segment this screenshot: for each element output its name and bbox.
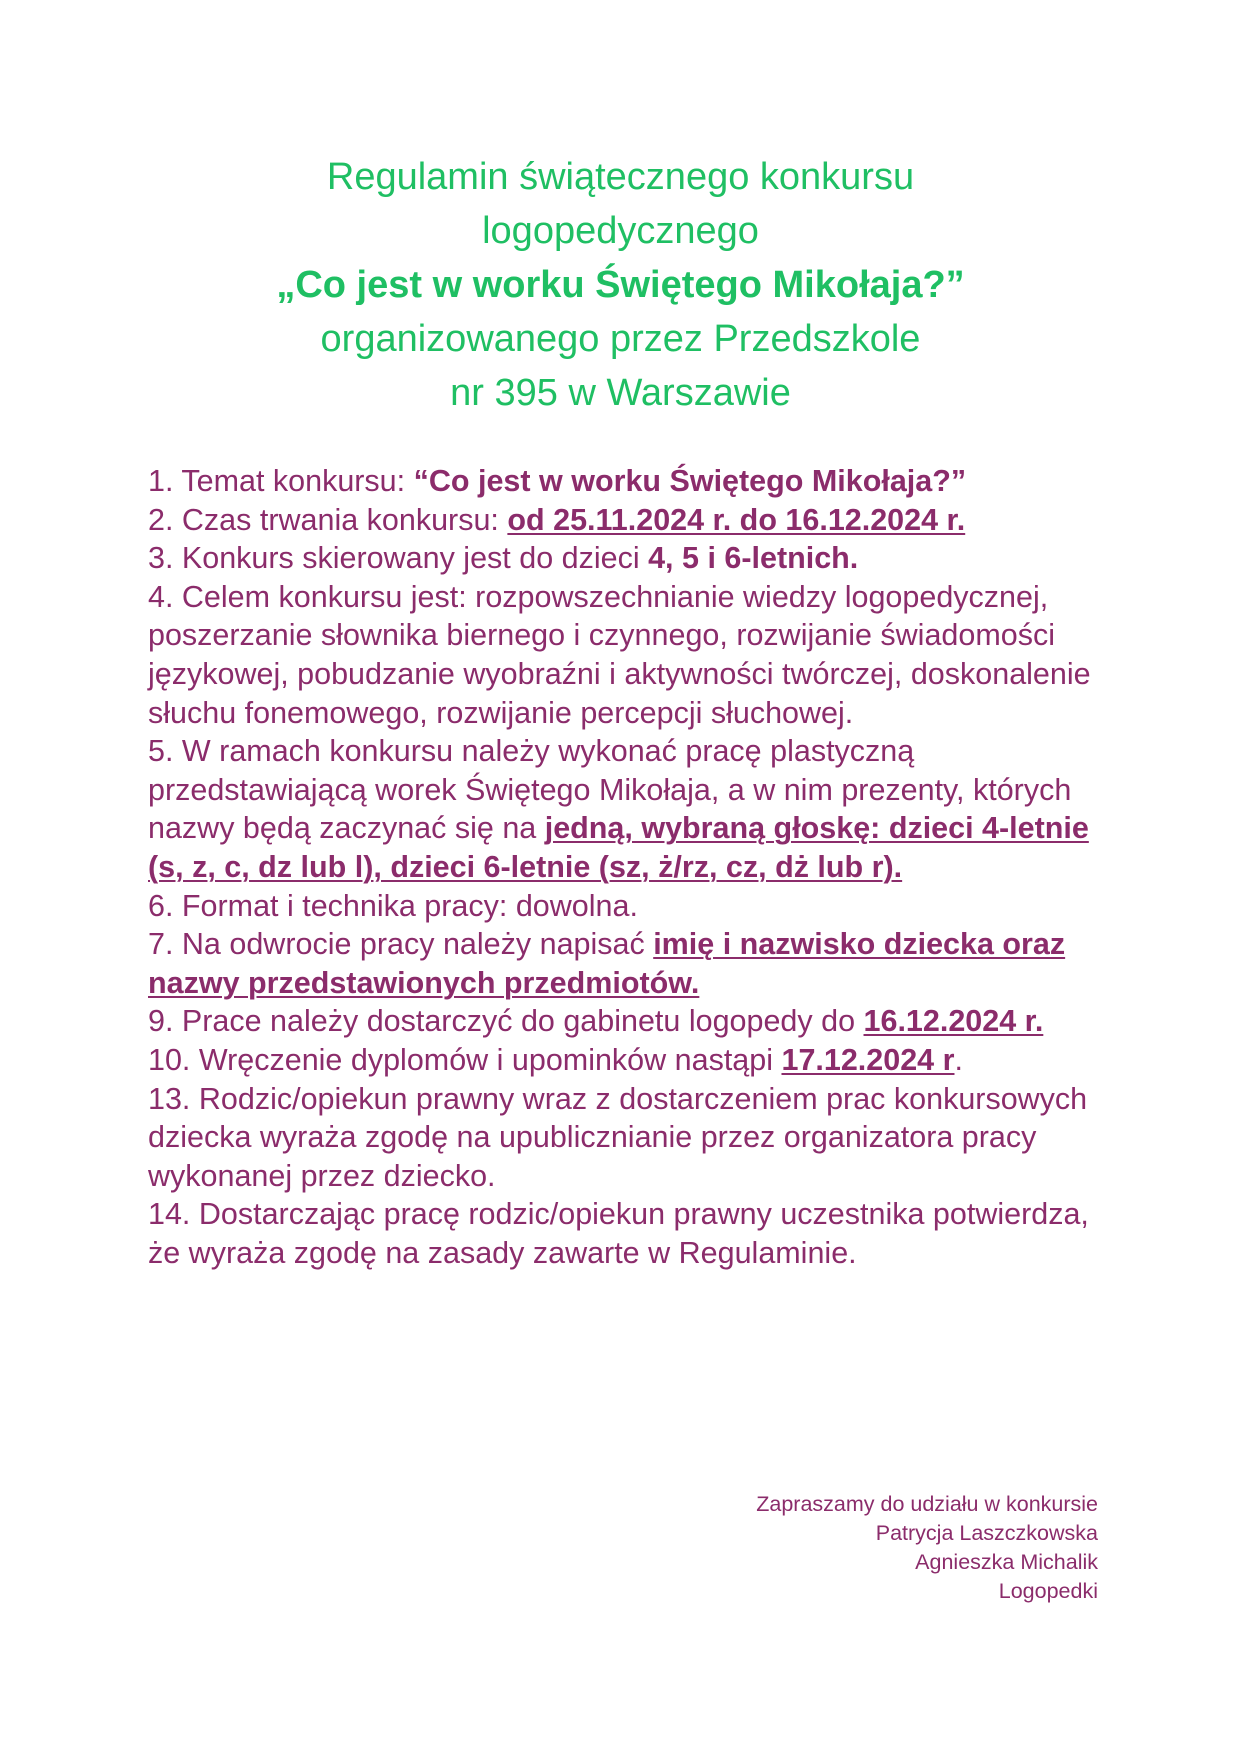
rule-5-underlined: jedną, wybraną głoskę: dzieci 4-letnie (s, z, c, dz lub l), dzieci 6-letnie (sz, ż/rz, cz, dż lub r).: [148, 811, 1089, 884]
rule-14: [148, 1195, 1108, 1272]
rule-10-tail: .: [954, 1042, 963, 1077]
rule-9-underlined: 16.12.2024 r.: [863, 1004, 1044, 1039]
document-title: [120, 150, 1121, 420]
rule-1: [148, 462, 1108, 501]
rule-7-text: 7. Na odwrocie pracy należy napisać: [148, 927, 654, 962]
rule-9: [148, 1002, 1108, 1041]
signature-invite: Zapraszamy do udziału w konkursie: [756, 1492, 1098, 1516]
rule-4: [148, 578, 1108, 732]
rule-10-underlined: 17.12.2024 r: [781, 1042, 955, 1077]
rule-10: [148, 1041, 1108, 1080]
contest-name: „Co jest w worku Świętego Mikołaja?”: [276, 264, 965, 306]
rule-7-underlined: imię i nazwisko dziecka oraz nazwy przedstawionych przedmiotów.: [148, 927, 1066, 1000]
rule-10-text: 10. Wręczenie dyplomów i upominków nastąpi: [148, 1042, 782, 1077]
rule-3-bold: 4, 5 i 6-letnich.: [648, 541, 859, 576]
rule-9-text: 9. Prace należy dostarczyć do gabinetu logopedy do: [148, 1004, 864, 1039]
title-line-2: logopedycznego: [482, 210, 759, 252]
rule-1-text: 1. Temat konkursu:: [148, 464, 414, 498]
title-line-1: Regulamin świątecznego konkursu: [326, 156, 915, 198]
rule-3-text: 3. Konkurs skierowany jest do dzieci: [148, 541, 649, 576]
signature-role: Logopedki: [998, 1579, 1098, 1603]
rule-4-text: 4. Celem konkursu jest: rozpowszechnianie wiedzy logopedycznej, poszerzanie słownika biernego i czynnego, rozwijanie świadomości językowej, pobudzanie wyobraźni i aktywności twórczej, doskonalenie słuchu fonemowego, rozwijanie percepcji słuchowej.: [148, 579, 1091, 730]
title-line-5: nr 395 w Warszawie: [450, 372, 791, 414]
signature-name-1: Patrycja Laszczkowska: [875, 1521, 1098, 1545]
rule-13: [148, 1080, 1108, 1196]
rule-6-text: 6. Format i technika pracy: dowolna.: [148, 888, 638, 923]
rule-7: [148, 925, 1108, 1002]
rule-1-bold: “Co jest w worku Świętego Mikołaja?”: [413, 464, 967, 498]
rule-14-text: 14. Dostarczając pracę rodzic/opiekun prawny uczestnika potwierdza, że wyraża zgodę na zasady zawarte w Regulaminie.: [148, 1197, 1089, 1270]
rules-list: [148, 462, 1108, 1272]
rule-5: [148, 732, 1108, 886]
rule-5-text: 5. W ramach konkursu należy wykonać pracę plastyczną przedstawiającą worek Świętego Mikołaja, a w nim prezenty, których nazwy będą zaczynać się na: [148, 734, 1072, 846]
title-line-4: organizowanego przez Przedszkole: [320, 318, 921, 360]
signature-name-2: Agnieszka Michalik: [915, 1550, 1098, 1574]
rule-2-text: 2. Czas trwania konkursu:: [148, 502, 508, 537]
rule-2-underlined: od 25.11.2024 r. do 16.12.2024 r.: [507, 502, 966, 537]
rule-3: [148, 539, 1108, 578]
rule-6: [148, 887, 1108, 926]
rule-13-text: 13. Rodzic/opiekun prawny wraz z dostarczeniem prac konkursowych dziecka wyraża zgodę na upublicznianie przez organizatora pracy wykonanej przez dziecko.: [148, 1081, 1088, 1193]
rule-2: [148, 501, 1108, 540]
signature-block: [756, 1490, 1098, 1606]
